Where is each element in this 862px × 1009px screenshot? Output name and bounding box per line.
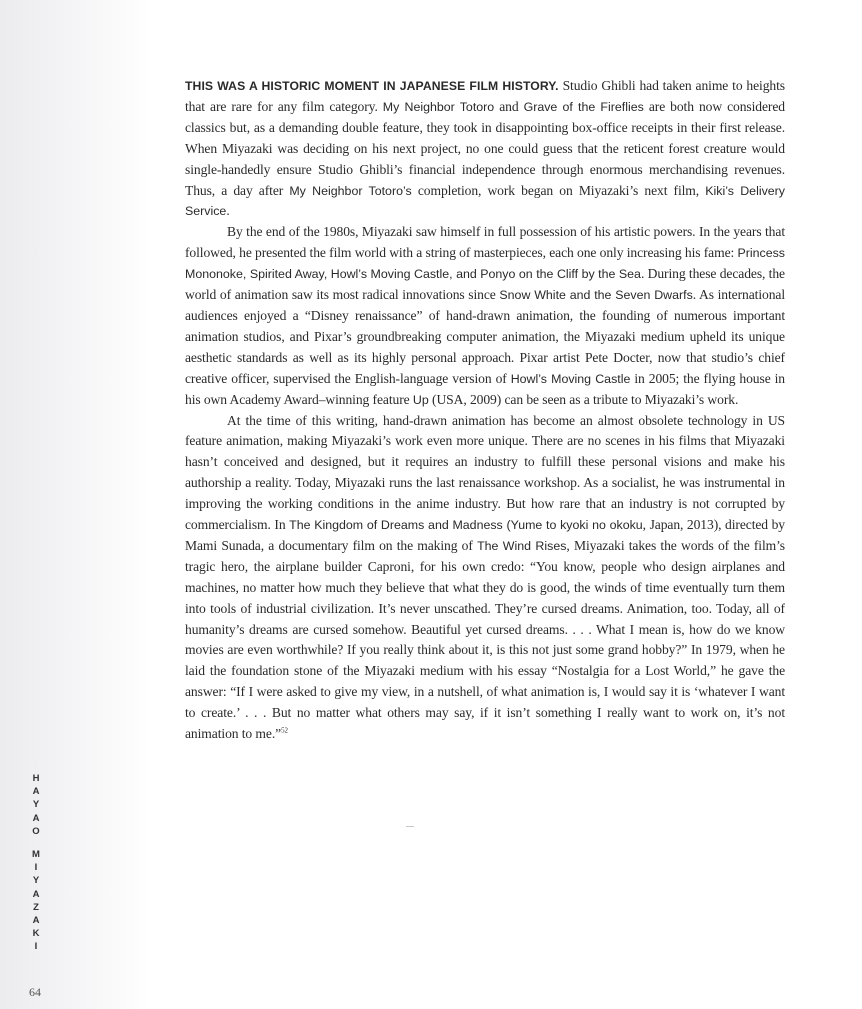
film-title: My Neighbor Totoro [382, 99, 495, 114]
running-head-letter: A [32, 812, 40, 824]
running-head-vertical [30, 772, 42, 954]
page-gutter-shadow [0, 0, 150, 1009]
article-body [185, 76, 785, 745]
film-title: Princess Mononoke, Spirited Away, Howl’s Moving Castle, and Ponyo on the Cliff by the Sea [185, 246, 785, 282]
lead-in-heading: THIS WAS A HISTORIC MOMENT IN JAPANESE FILM HISTORY. [185, 79, 559, 93]
running-head-letter: Y [32, 799, 40, 811]
running-head-letter: O [32, 825, 40, 837]
film-title: Kiki’s Delivery Service [185, 183, 785, 219]
film-title: Up [412, 392, 429, 407]
paragraph-2 [185, 222, 785, 410]
running-head-letter: A [32, 786, 40, 798]
text-span: By the end of the 1980s, Miyazaki saw himself in full possession of his artistic powers. In the years that followed, he presented the film world with a string of masterpieces, each one only increasing his fame: [185, 224, 785, 261]
film-title: The Kingdom of Dreams and Madness (Yume to kyoki no okoku [289, 518, 643, 533]
text-span: and [494, 98, 524, 114]
film-title: Snow White and the Seven Dwarfs [499, 288, 693, 303]
running-head-letter: A [32, 915, 40, 927]
scan-speck [406, 826, 414, 827]
film-title: Howl’s Moving Castle [510, 371, 631, 386]
text-span: . During these decades, the world of animation saw its most radical innovations since [185, 266, 785, 303]
footnote-marker: 52 [281, 726, 288, 735]
text-span: . As international audiences enjoyed a “Disney renaissance” of hand-drawn animation, the founding of numerous important animation studios, and Pixar’s groundbreaking computer animation, the Miyazaki medium upheld its unique aesthetic standards as well as its highly personal approach. Pixar artist Pete Docter, now that studio’s chief creative officer, supervised the English-language version of [185, 287, 786, 386]
running-head-letter: A [32, 888, 40, 900]
text-span: completion, work began on Miyazaki’s next film, [411, 182, 706, 198]
film-title: Grave of the Fireflies [523, 99, 644, 114]
text-span: (USA, 2009) can be seen as a tribute to Miyazaki’s work. [428, 391, 739, 407]
text-span: are both now considered classics but, as a demanding double feature, they took in disappointing box-office receipts in their first release. When Miyazaki was deciding on his next project, no one could guess that the reticent forest creature would single-handedly ensure Studio Ghibli’s financial independence through enormous merchandising revenues. Thus, a day after [185, 98, 785, 198]
text-span: , Miyazaki takes the words of the film’s tragic hero, the airplane builder Caproni, for his own credo: “You know, people who design airplanes and machines, no matter how much they believe that what they do is good, the winds of time eventually turn them into tools of industrial civilization. It’s never unscathed. They’re cursed dreams. Animation, too. Today, all of humanity’s dreams are cursed somehow. Beautiful yet cursed dreams. . . . What I mean is, how do we know movies are even worthwhile? If you really think about it, is this not just some grand hobby?” In 1979, when he laid the foundation stone of the Miyazaki medium with his essay “Nostalgia for a Lost World,” he gave the answer: “If I were asked to give my view, in a nutshell, of what animation is, I would say it is ‘whatever I want to create.’ . . . But no matter what others may say, if it isn’t something I really want to work on, it’s not animation to me.” [185, 537, 785, 742]
film-title: My Neighbor Totoro’s [289, 183, 412, 198]
running-head-space [30, 838, 42, 848]
running-head-letter: M [32, 849, 40, 861]
paragraph-3 [185, 411, 785, 746]
running-head-letter: I [34, 862, 38, 874]
film-title: The Wind Rises [477, 538, 567, 553]
text-span: Studio Ghibli had taken anime to heights that are rare for any film category. [185, 78, 785, 114]
text-span: At the time of this writing, hand-drawn animation has become an almost obsolete technology in US feature animation, making Miyazaki’s work even more unique. There are no scenes in his films that Miyazaki hasn’t conceived and designed, but it requires an industry to fulfill these personal visions and make his authorship a reality. Today, Miyazaki runs the last renaissance workshop. As a socialist, he was instrumental in improving the working conditions in the anime industry. But how rare that an industry is not corrupted by commercialism. In [185, 412, 785, 533]
text-span: . [226, 203, 230, 219]
page-number: 64 [29, 985, 41, 999]
running-head-letter: H [32, 773, 40, 784]
running-head-letter: Y [32, 875, 40, 887]
paragraph-1 [185, 76, 785, 222]
running-head-letter: I [34, 941, 38, 953]
running-head-letter: K [32, 928, 40, 940]
text-span: in 2005; the flying house in his own Academy Award–winning feature [185, 370, 786, 407]
text-span: , Japan, 2013), directed by Mami Sunada, a documentary film on the making of [185, 517, 785, 553]
running-head-letter: Z [33, 901, 39, 913]
